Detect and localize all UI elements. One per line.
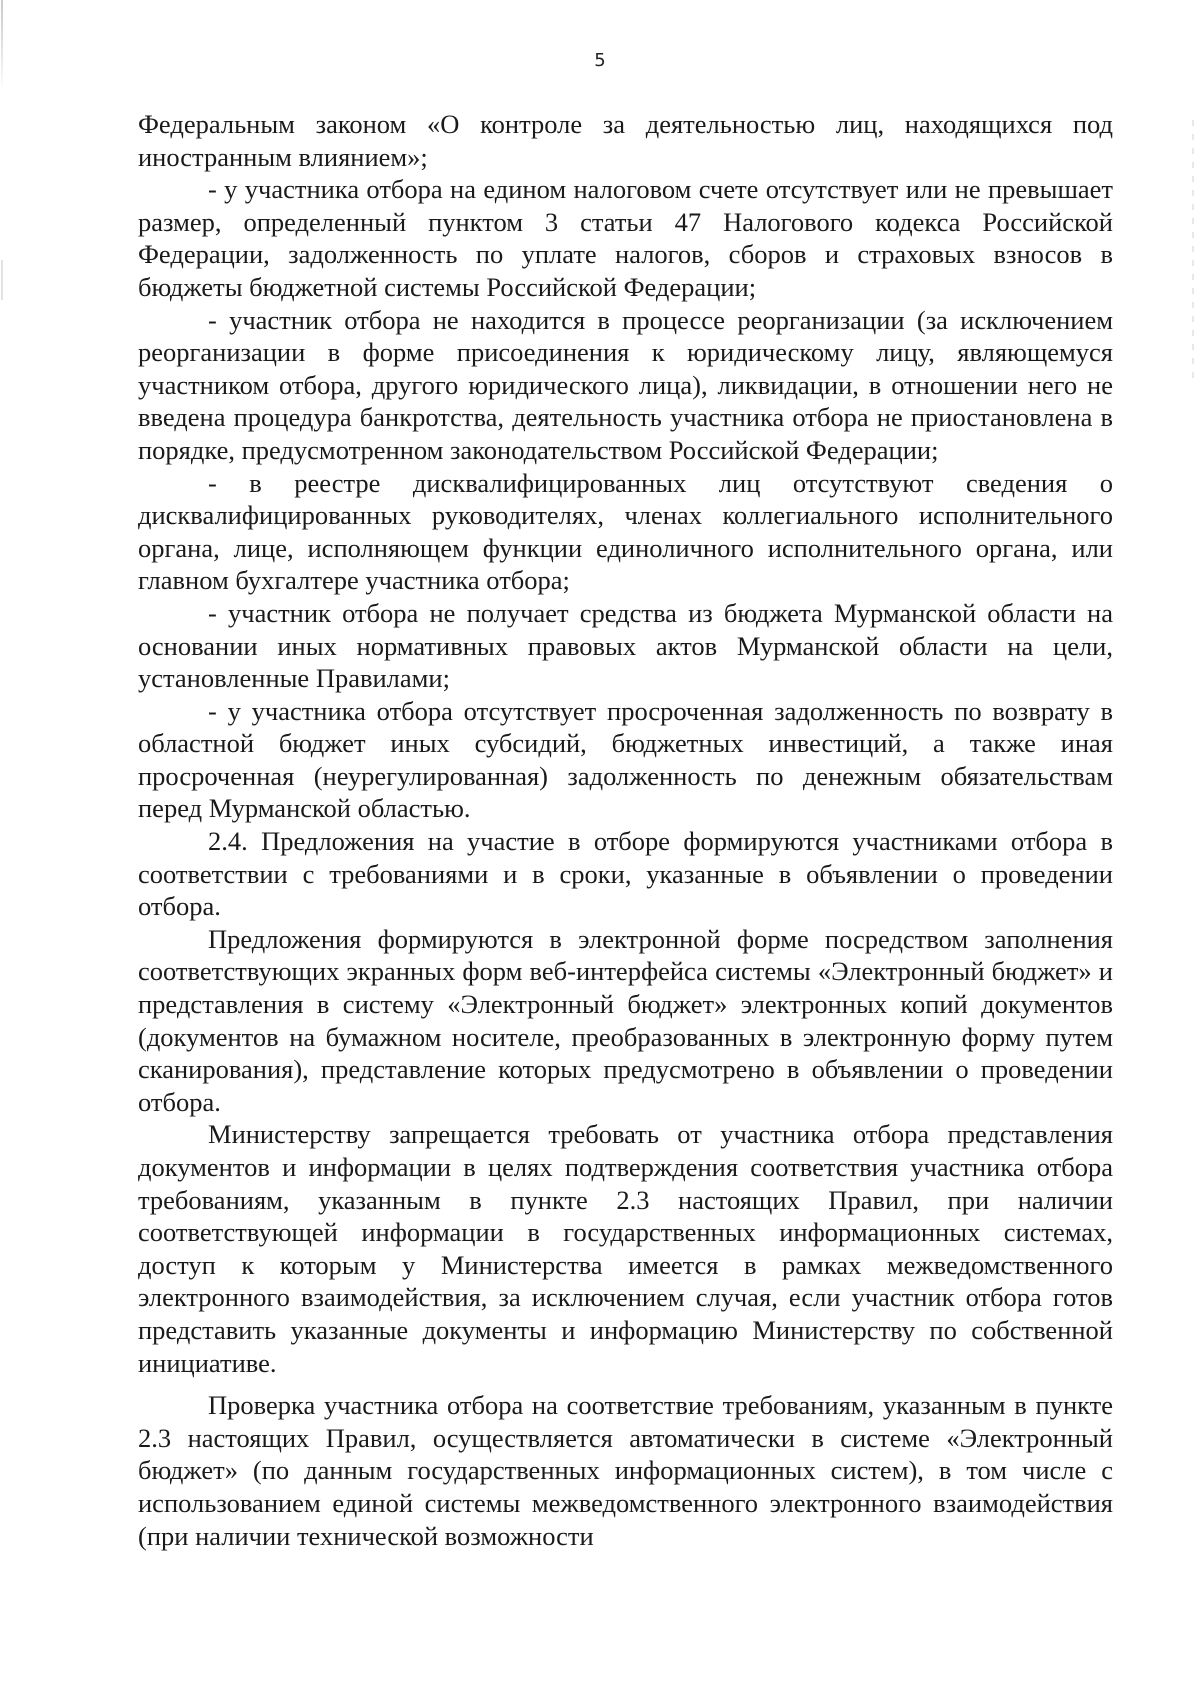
paragraph-tax-debt: - у участника отбора на едином налоговом счете отсутствует или не превышает размер, определенный пунктом 3 статьи 47 Налогового кодекса Российской Федерации, задолженность по уплате налогов, сборов и страховых взносов в бюджеты бюджетной системы Российской Федерации; <box>138 174 1113 302</box>
paragraph-automatic-check: Проверка участника отбора на соответствие требованиям, указанным в пункте 2.3 настоящих Правил, осуществляется автоматически в системе «Электронный бюджет» (по данным государственных информационных систем), в том числе с использованием единой системы межведомственного электронного взаимодействия (при наличии технической возможности <box>138 1390 1113 1551</box>
paragraph-electronic-form: Предложения формируются в электронной форме посредством заполнения соответствующих экранных форм веб-интерфейса системы «Электронный бюджет» и представления в систему «Электронный бюджет» электронных копий документов (документов на бумажном носителе, преобразованных в электронную форму путем сканирования), представление которых предусмотрено в объявлении о проведении отбора. <box>138 923 1113 1117</box>
paragraph-disqualified-persons: - в реестре дисквалифицированных лиц отсутствуют сведения о дисквалифицированных руководителях, членах коллегиального исполнительного органа, лице, исполняющем функции единоличного исполнительного органа, или главном бухгалтере участника отбора; <box>138 467 1113 596</box>
scan-right-edge-marks <box>1192 120 1194 380</box>
document-body <box>138 108 1113 1552</box>
paragraph-continuation: Федеральным законом «О контроле за деятельностью лиц, находящихся под иностранным влиянием»; <box>138 109 1113 172</box>
scan-edge-dash <box>1 260 3 300</box>
paragraph-ministry-prohibition: Министерству запрещается требовать от участника отбора представления документов и информации в целях подтверждения соответствия участника отбора требованиям, указанным в пункте 2.3 настоящих Правил, при наличии соответствующей информации в государственных информационных системах, доступ к которым у Министерства имеется в рамках межведомственного электронного взаимодействия, за исключением случая, если участник отбора готов представить указанные документы и информацию Министерству по собственной инициативе. <box>138 1119 1113 1378</box>
paragraph-reorganization: - участник отбора не находится в процессе реорганизации (за исключением реорганизации в форме присоединения к юридическому лицу, являющемуся участником отбора, другого юридического лица), ликвидации, в отношении него не введена процедура банкротства, деятельность участника отбора не приостановлена в порядке, предусмотренном законодательством Российской Федерации; <box>138 304 1113 465</box>
page-number: 5 <box>594 50 606 71</box>
paragraph-no-other-funds: - участник отбора не получает средства из бюджета Мурманской области на основании иных нормативных правовых актов Мурманской области на цели, установленные Правилами; <box>138 597 1113 694</box>
scan-edge-mark <box>1 0 3 90</box>
paragraph-no-overdue-debt: - у участника отбора отсутствует просроченная задолженность по возврату в областной бюджет иных субсидий, бюджетных инвестиций, а также иная просроченная (неурегулированная) задолженность по денежным обязательствам перед Мурманской областью. <box>138 695 1113 824</box>
paragraph-section-2-4: 2.4. Предложения на участие в отборе формируются участниками отбора в соответствии с требованиями и в сроки, указанные в объявлении о проведении отбора. <box>138 826 1113 922</box>
